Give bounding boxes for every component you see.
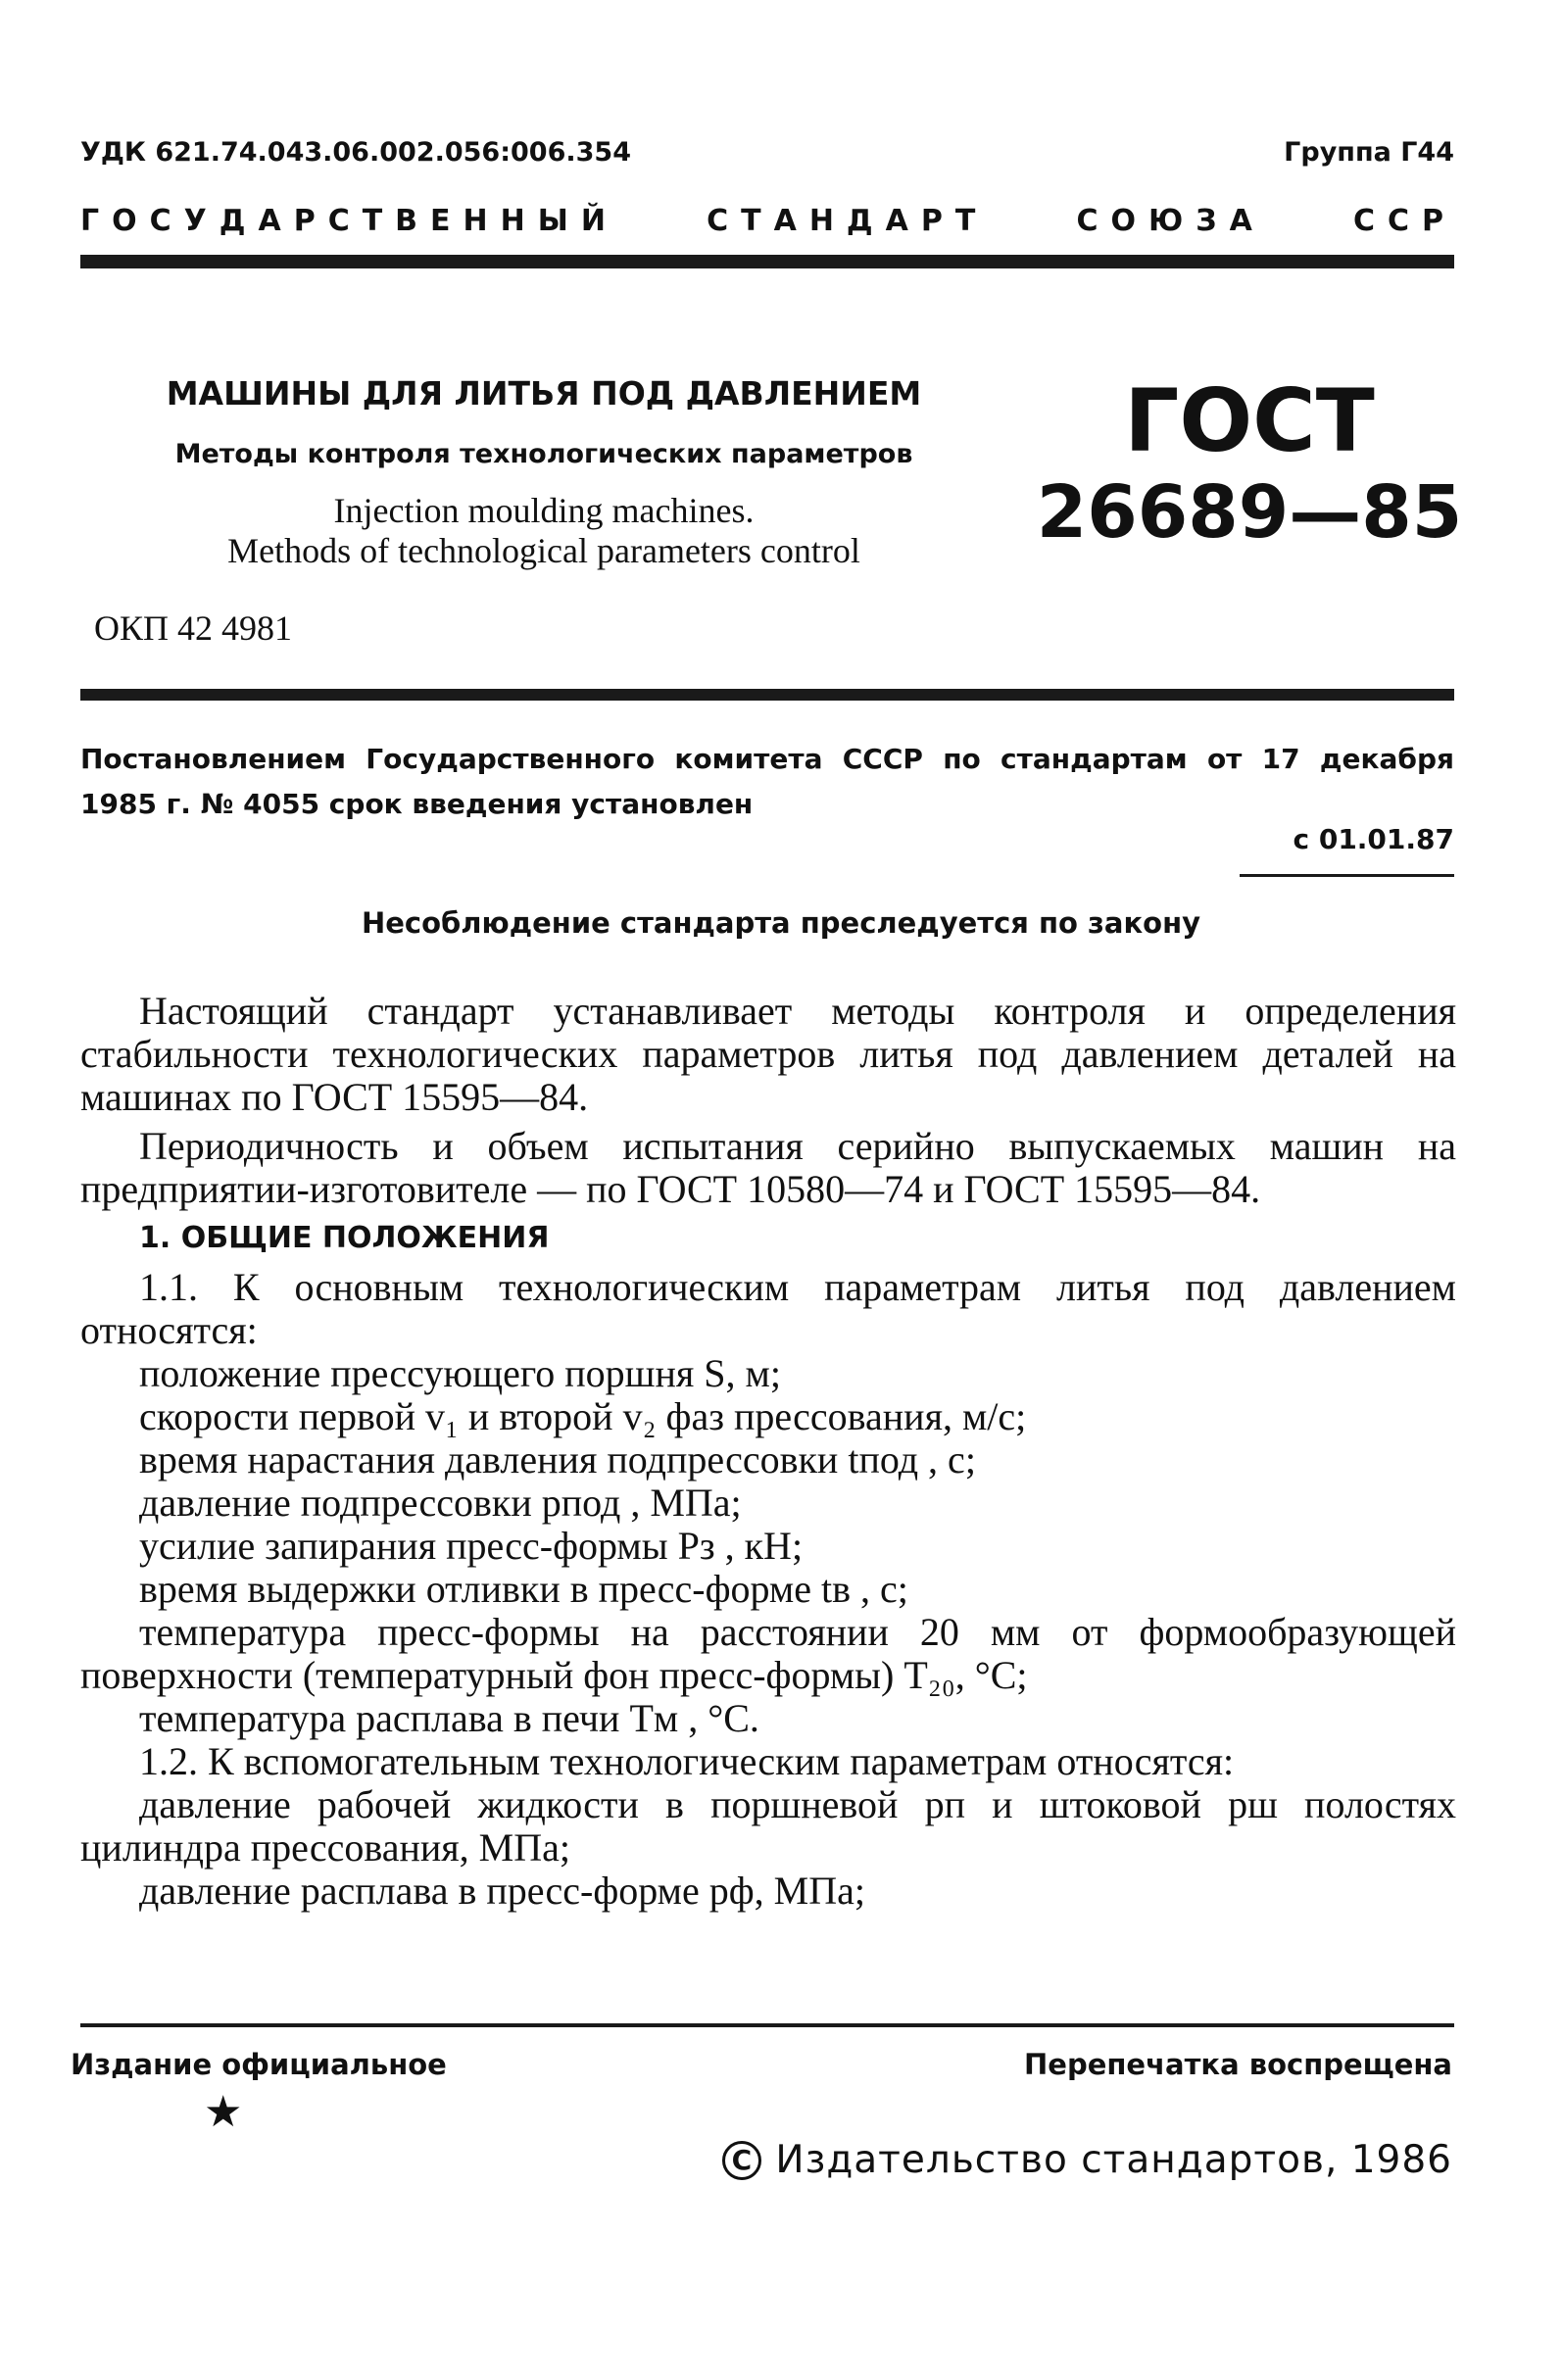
title-divider xyxy=(80,689,1454,701)
document-body xyxy=(80,990,1456,1913)
pressure-melt-item: давление расплава в пресс-форме pф, МПа; xyxy=(139,1869,865,1913)
legal-warning: Несоблюдение стандарта преследуется по закону xyxy=(361,906,1201,940)
list-item: давление подпрессовки pпод , МПа; xyxy=(139,1481,742,1525)
title-russian: МАШИНЫ ДЛЯ ЛИТЬЯ ПОД ДАВЛЕНИЕМ xyxy=(166,374,922,413)
title-english-line-2: Methods of technological parameters control xyxy=(227,531,860,570)
pressure-fluid-item: давление рабочей жидкости в поршневой pп и штоковой pш полостях цилиндра прессования, МПа; xyxy=(80,1782,1456,1870)
star-icon: ★ xyxy=(204,2088,243,2136)
banner-word-1: ГОСУДАРСТВЕННЫЙ xyxy=(80,204,618,238)
list-item: положение прессующего поршня S, м; xyxy=(139,1351,781,1395)
effective-date: с 01.01.87 xyxy=(1293,823,1454,855)
header-divider xyxy=(80,255,1454,268)
gost-number: 26689—85 xyxy=(1036,470,1463,555)
subtitle-russian: Методы контроля технологических параметров xyxy=(174,439,913,469)
clause-1-2: 1.2. К вспомогательным технологическим параметрам относятся: xyxy=(139,1739,1235,1783)
udk-code: УДК 621.74.043.06.002.056:006.354 xyxy=(80,137,631,168)
okp-code: ОКП 42 4981 xyxy=(94,608,293,648)
clause-1-1: 1.1. К основным технологическим параметрам литья под давлением относятся: xyxy=(80,1265,1456,1352)
intro-paragraph-2: Периодичность и объем испытания серийно выпускаемых машин на предприятии-изготовителе — по ГОСТ 10580—74 и ГОСТ 15595—84. xyxy=(80,1124,1456,1211)
title-english-line-1: Injection moulding machines. xyxy=(333,491,755,530)
intro-paragraph-1: Настоящий стандарт устанавливает методы контроля и определения стабильности технологических параметров литья под давлением деталей на машинах по ГОСТ 15595—84. xyxy=(80,989,1456,1119)
banner-word-4: ССР xyxy=(1352,204,1456,238)
decree-text: Постановлением Государственного комитета СССР по стандартам от 17 декабря 1985 г. № 4055 срок введения установлен xyxy=(80,743,1454,820)
section-heading: 1. ОБЩИЕ ПОЛОЖЕНИЯ xyxy=(139,1221,550,1255)
banner-word-2: СТАНДАРТ xyxy=(707,204,989,238)
publisher-text: Издательство стандартов, 1986 xyxy=(775,2138,1452,2182)
footer-divider xyxy=(80,2023,1454,2027)
list-item: усилие запирания пресс-формы Pз , кН; xyxy=(139,1524,804,1568)
reprint-notice: Перепечатка воспрещена xyxy=(1024,2048,1452,2081)
edition-label: Издание официальное xyxy=(71,2048,447,2081)
temperature-mold-item: температура пресс-формы на расстоянии 20 мм от формообразующей поверхности (температурный фон пресс-формы) T₂₀, °С; xyxy=(80,1610,1456,1697)
list-item: скорости первой v₁ и второй v₂ фаз прессования, м/с; xyxy=(139,1394,1027,1438)
copyright-icon: С xyxy=(722,2141,761,2180)
list-item: время нарастания давления подпрессовки tпод , с; xyxy=(139,1437,976,1481)
state-standard-banner xyxy=(80,204,1456,238)
copyright-line xyxy=(722,2138,1452,2182)
gost-label: ГОСТ xyxy=(1124,370,1375,471)
banner-word-3: СОЮЗА xyxy=(1076,204,1265,238)
temperature-melt-item: температура расплава в печи Tм , °С. xyxy=(139,1696,759,1740)
group-code: Группа Г44 xyxy=(1284,137,1454,168)
effective-date-underline xyxy=(1240,874,1454,877)
list-item: время выдержки отливки в пресс-форме tв , с; xyxy=(139,1567,908,1611)
